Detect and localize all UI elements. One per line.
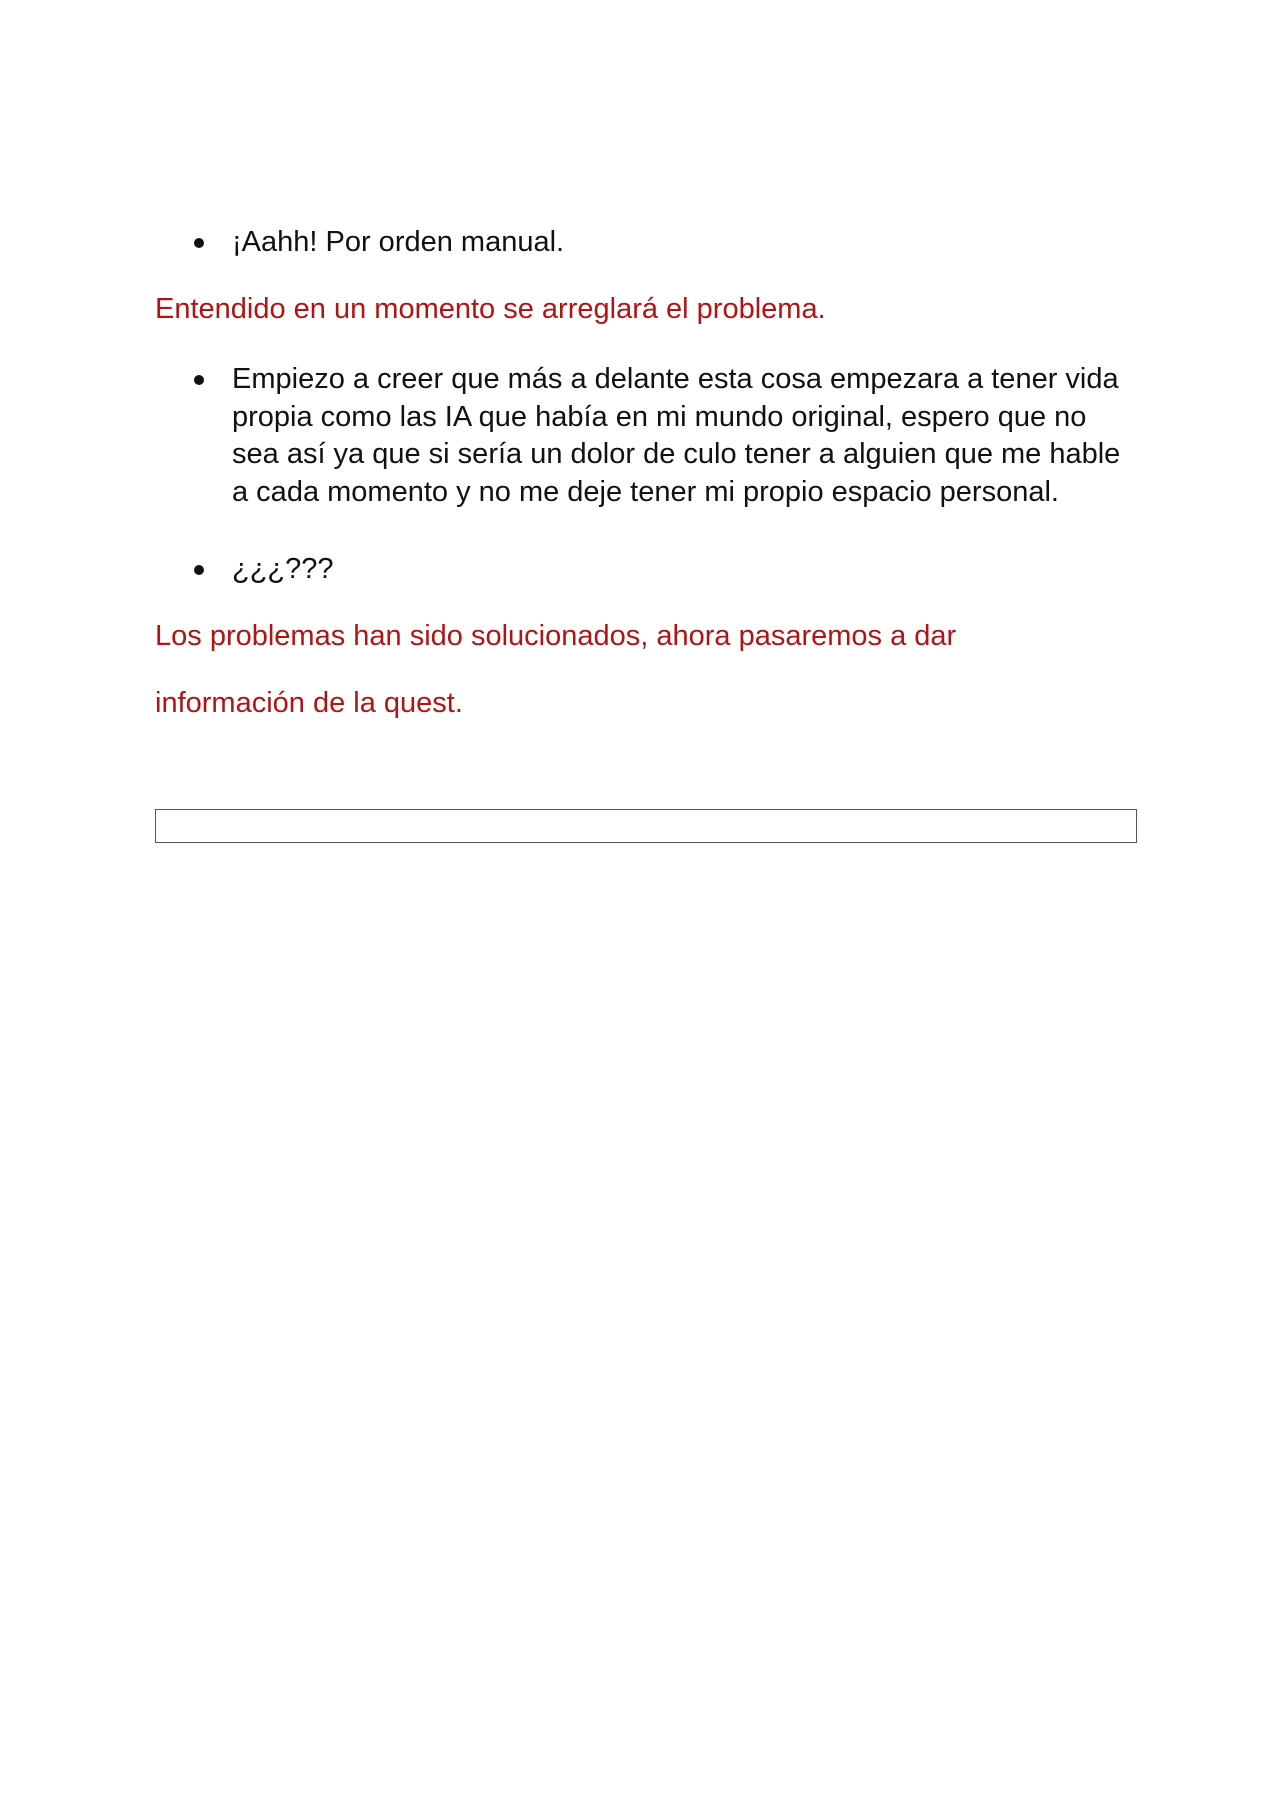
system-message-line: información de la quest. xyxy=(155,687,463,719)
bullet-dot xyxy=(194,375,204,385)
bullet-text: Empiezo a creer que más a delante esta cosa empezara a tener vida propia como las IA que había en mi mundo original, espero que no sea así ya que si sería un dolor de culo tener a alguien que me hable a cada momento y no me deje tener mi propio espacio personal. xyxy=(232,363,1121,508)
system-message: Entendido en un momento se arreglará el problema. xyxy=(155,293,826,325)
bullet-text: ¿¿¿??? xyxy=(232,553,334,585)
bullet-text: ¡Aahh! Por orden manual. xyxy=(232,226,565,258)
system-message-line: Los problemas han sido solucionados, ahora pasaremos a dar xyxy=(155,620,957,652)
bullet-dot xyxy=(194,238,204,248)
empty-text-box xyxy=(155,809,1137,843)
bullet-dot xyxy=(194,565,204,575)
